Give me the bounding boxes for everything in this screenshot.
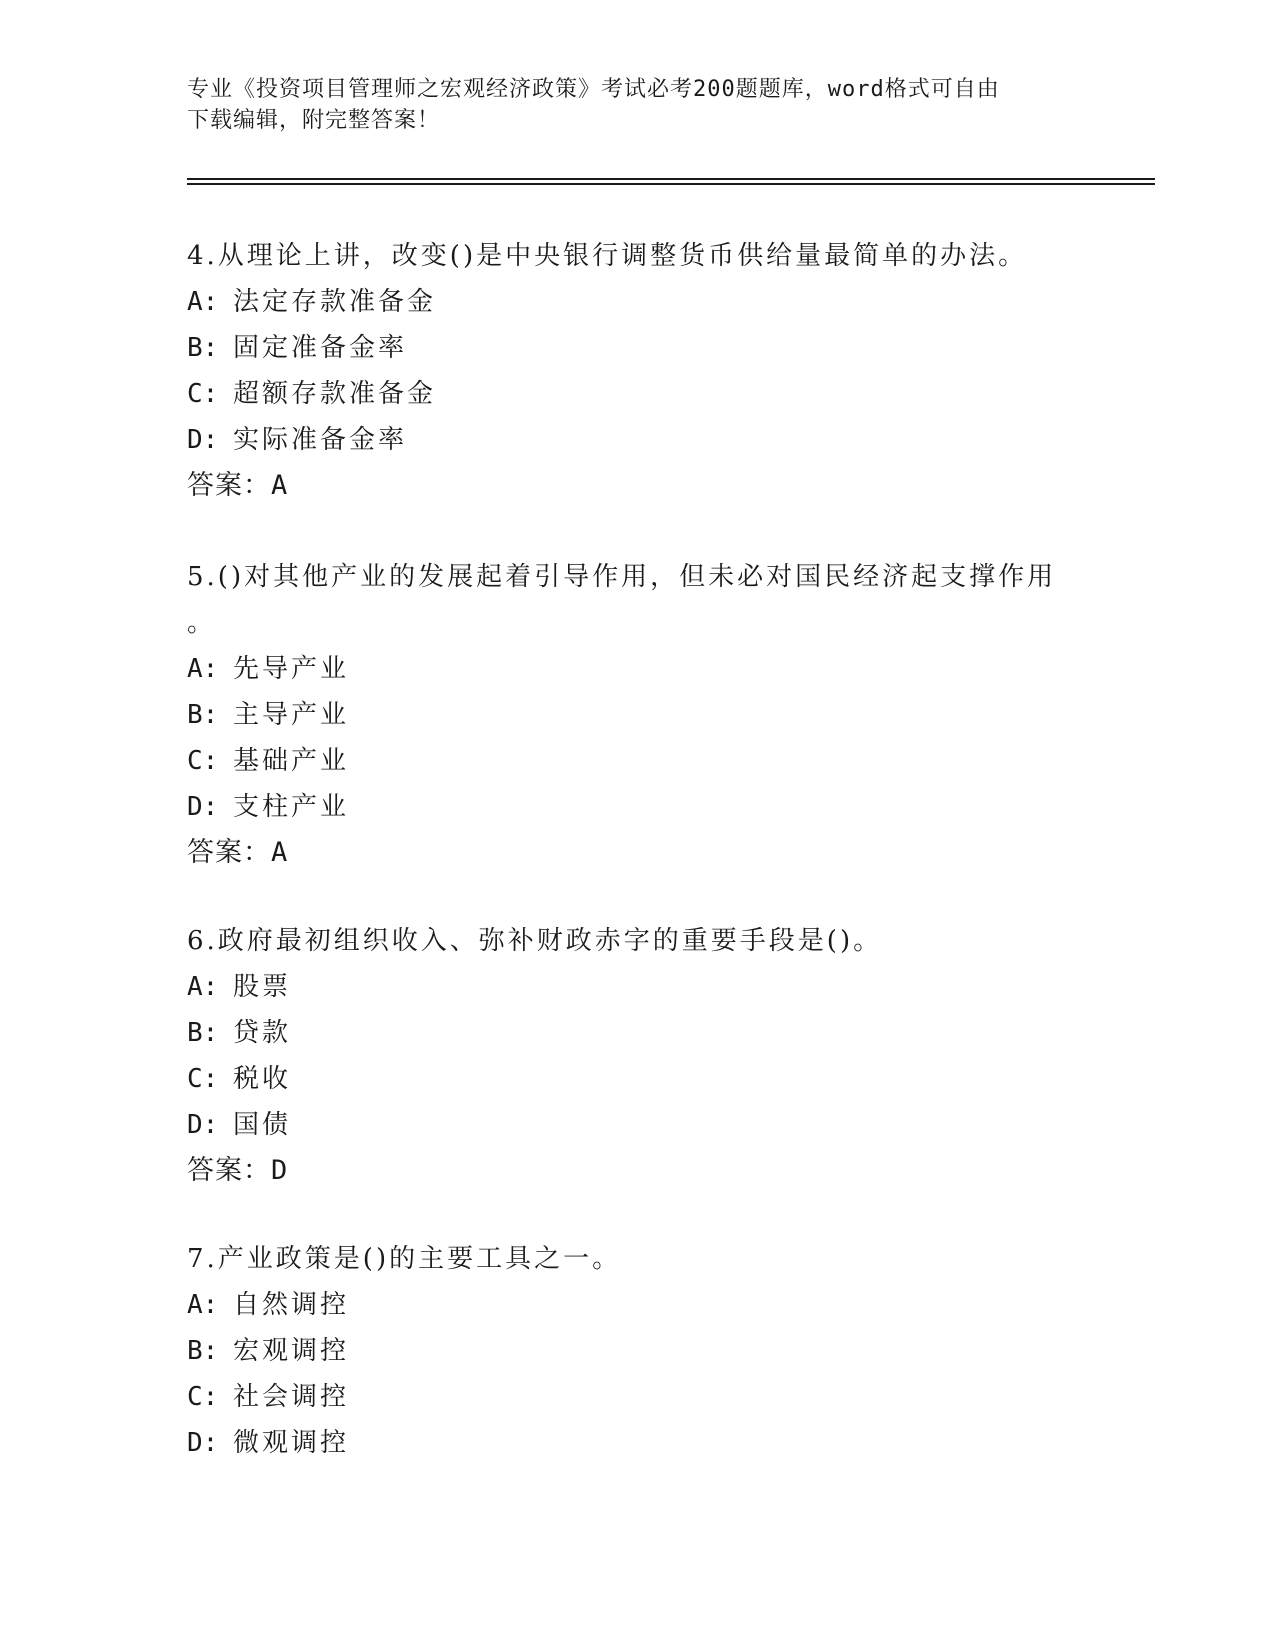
option-text: 自然调控 xyxy=(233,1290,350,1320)
option-a xyxy=(187,964,1067,1010)
option-text: 支柱产业 xyxy=(233,792,350,822)
option-text: 实际准备金率 xyxy=(233,425,408,455)
answer-label: 答案： xyxy=(187,837,271,868)
header-line-2: 下载编辑，附完整答案！ xyxy=(187,108,441,133)
option-b xyxy=(187,1328,1067,1374)
option-text: 先导产业 xyxy=(233,654,350,684)
option-letter: C: xyxy=(187,1064,219,1094)
option-text: 法定存款准备金 xyxy=(233,287,437,317)
option-a xyxy=(187,1282,1067,1328)
question-5 xyxy=(187,554,1067,876)
option-text: 股票 xyxy=(233,972,292,1002)
option-text: 税收 xyxy=(233,1064,292,1094)
answer-line xyxy=(187,1148,1067,1194)
option-letter: A: xyxy=(187,972,219,1002)
answer-value: D xyxy=(271,1155,289,1186)
question-text: 4.从理论上讲，改变()是中央银行调整货币供给量最简单的办法。 xyxy=(187,241,1028,271)
header-divider-bottom xyxy=(187,183,1155,185)
option-c xyxy=(187,371,1067,417)
option-text: 超额存款准备金 xyxy=(233,379,437,409)
option-d xyxy=(187,784,1067,830)
option-letter: C: xyxy=(187,746,219,776)
answer-value: A xyxy=(271,470,289,501)
question-text: 5.()对其他产业的发展起着引导作用，但未必对国民经济起支撑作用 xyxy=(187,562,1057,592)
option-text: 社会调控 xyxy=(233,1382,350,1412)
option-letter: D: xyxy=(187,1428,219,1458)
option-a xyxy=(187,279,1067,325)
question-text: 6.政府最初组织收入、弥补财政赤字的重要手段是()。 xyxy=(187,926,883,956)
option-c xyxy=(187,1374,1067,1420)
option-c xyxy=(187,1056,1067,1102)
option-letter: B: xyxy=(187,333,219,363)
header-divider-top xyxy=(187,178,1155,180)
option-text: 宏观调控 xyxy=(233,1336,350,1366)
option-letter: D: xyxy=(187,425,219,455)
question-text-continuation: 。 xyxy=(187,608,217,638)
option-text: 国债 xyxy=(233,1110,292,1140)
answer-label: 答案： xyxy=(187,1155,271,1186)
option-letter: C: xyxy=(187,1382,219,1412)
answer-line xyxy=(187,463,1067,509)
option-letter: B: xyxy=(187,1018,219,1048)
option-d xyxy=(187,417,1067,463)
option-letter: D: xyxy=(187,1110,219,1140)
option-d xyxy=(187,1420,1067,1466)
option-text: 微观调控 xyxy=(233,1428,350,1458)
option-text: 固定准备金率 xyxy=(233,333,408,363)
answer-line xyxy=(187,830,1067,876)
option-b xyxy=(187,692,1067,738)
option-a xyxy=(187,646,1067,692)
question-7 xyxy=(187,1236,1067,1466)
answer-label: 答案： xyxy=(187,470,271,501)
option-b xyxy=(187,1010,1067,1056)
document-header xyxy=(187,74,1067,136)
answer-value: A xyxy=(271,837,289,868)
option-letter: D: xyxy=(187,792,219,822)
option-text: 基础产业 xyxy=(233,746,350,776)
option-letter: C: xyxy=(187,379,219,409)
option-letter: B: xyxy=(187,1336,219,1366)
option-letter: A: xyxy=(187,654,219,684)
header-line-1: 专业《投资项目管理师之宏观经济政策》考试必考200题题库，word格式可自由 xyxy=(187,77,1000,102)
question-text: 7.产业政策是()的主要工具之一。 xyxy=(187,1244,622,1274)
question-6 xyxy=(187,918,1067,1194)
option-letter: B: xyxy=(187,700,219,730)
option-d xyxy=(187,1102,1067,1148)
option-b xyxy=(187,325,1067,371)
option-text: 主导产业 xyxy=(233,700,350,730)
option-letter: A: xyxy=(187,287,219,317)
question-4 xyxy=(187,233,1067,509)
option-c xyxy=(187,738,1067,784)
option-letter: A: xyxy=(187,1290,219,1320)
option-text: 贷款 xyxy=(233,1018,292,1048)
